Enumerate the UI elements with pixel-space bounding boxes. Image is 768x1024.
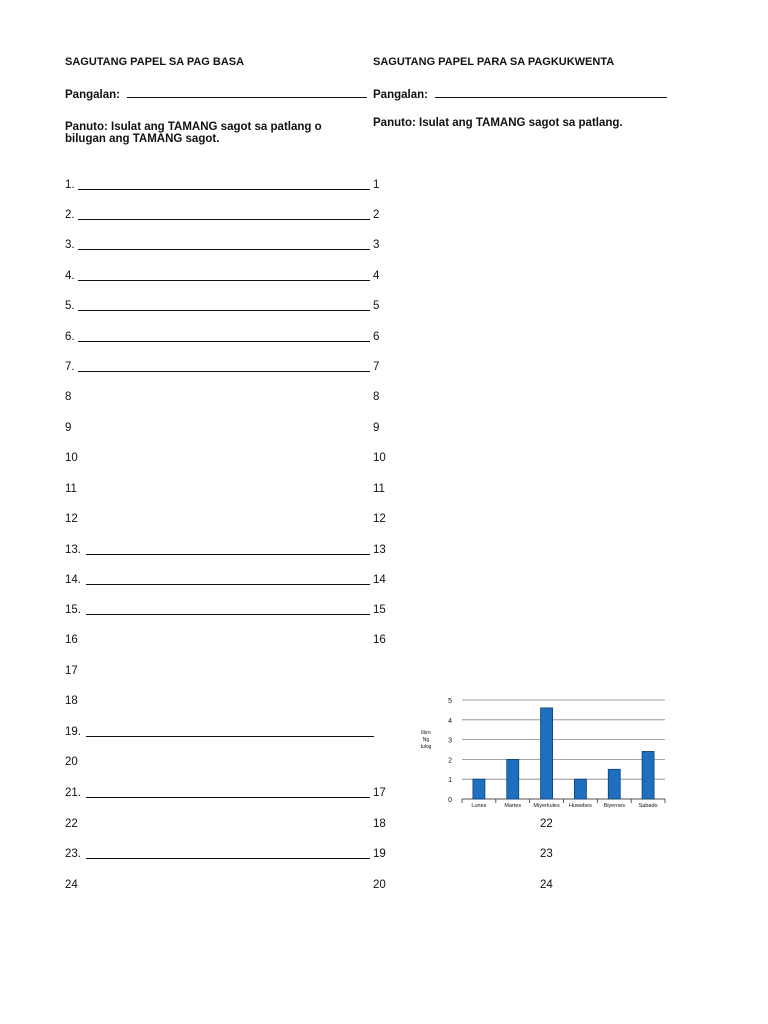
right-item-number: 11 [373,483,385,495]
chart-bar [507,759,519,799]
right-name-label: Pangalan: [373,89,428,101]
left-item-number: 16 [65,634,78,646]
left-item-number: 17 [65,665,78,677]
right-item-number: 9 [373,422,380,434]
answer-blank-line[interactable] [78,249,370,250]
right-item-number: 10 [373,452,386,464]
left-item-number: 19. [65,726,81,738]
left-item-number: 20 [65,756,78,768]
right-item-number: 6 [373,331,380,343]
chart-bar [473,779,485,799]
left-name-label: Pangalan: [65,89,120,101]
right-item-number: 19 [373,848,386,860]
right-item-number: 12 [373,513,386,525]
answer-blank-line[interactable] [78,341,370,342]
left-item-number: 14. [65,574,81,586]
left-item-number: 18 [65,695,78,707]
left-item-number: 3. [65,239,75,251]
answer-blank-line[interactable] [78,310,370,311]
left-name-field[interactable] [127,87,367,98]
left-item-number: 6. [65,331,75,343]
left-item-number: 21. [65,787,81,799]
chart-y-tick-label: 1 [448,777,452,785]
right-item-number: 14 [373,574,386,586]
chart-x-tick-label: Martes [504,803,522,809]
left-item-number: 9 [65,422,72,434]
left-item-number: 1. [65,179,75,191]
chart-bar [642,751,654,799]
right-item-number: 13 [373,544,386,556]
right-item-number: 3 [373,239,380,251]
chart-bar [541,708,553,799]
left-title: SAGUTANG PAPEL SA PAG BASA [65,56,245,68]
answer-blank-line[interactable] [78,189,370,190]
left-item-number: 10 [65,452,78,464]
answer-blank-line[interactable] [86,736,374,737]
answer-blank-line[interactable] [78,371,370,372]
right-extra-item-number: 24 [540,879,553,891]
chart-bar [608,769,620,799]
left-instruction-line2: bilugan ang TAMANG sagot. [65,133,220,145]
bar-chart [415,694,671,810]
chart-y-tick-label: 2 [448,757,452,765]
right-title: SAGUTANG PAPEL PARA SA PAGKUKWENTA [373,56,615,68]
left-item-number: 11 [65,483,77,495]
right-item-number: 5 [373,300,380,312]
left-item-number: 13. [65,544,81,556]
right-instruction: Panuto: Isulat ang TAMANG sagot sa patlang. [373,117,623,129]
chart-y-axis-label: Ng [422,737,430,743]
right-item-number: 4 [373,270,380,282]
chart-x-tick-label: Sabado [638,803,658,809]
answer-blank-line[interactable] [86,584,370,585]
chart-x-tick-label: Miyerkules [533,803,560,809]
left-name-row [65,87,367,101]
left-item-number: 22 [65,818,78,830]
right-item-number: 8 [373,391,380,403]
left-item-number: 15. [65,604,81,616]
right-item-number: 1 [373,179,380,191]
right-name-row [373,87,667,101]
left-item-number: 5. [65,300,75,312]
right-name-field[interactable] [435,87,667,98]
answer-blank-line[interactable] [86,797,370,798]
chart-y-tick-label: 5 [448,698,452,705]
left-item-number: 12 [65,513,78,525]
chart-bar [574,779,586,799]
right-item-number: 7 [373,361,380,373]
answer-blank-line[interactable] [86,554,370,555]
right-extra-item-number: 23 [540,848,553,860]
left-item-number: 8 [65,391,72,403]
left-item-number: 2. [65,209,75,221]
chart-x-tick-label: Lunes [471,803,487,809]
answer-blank-line[interactable] [86,858,370,859]
right-item-number: 16 [373,634,386,646]
answer-blank-line[interactable] [78,280,370,281]
right-extra-item-number: 22 [540,818,553,830]
left-item-number: 23. [65,848,81,860]
chart-y-tick-label: 4 [448,717,452,725]
left-instruction: Panuto: Isulat ang TAMANG sagot sa patlang o [65,121,322,133]
right-item-number: 18 [373,818,386,830]
left-item-number: 24 [65,879,78,891]
right-item-number: 2 [373,209,380,221]
answer-blank-line[interactable] [86,614,370,615]
right-item-number: 20 [373,879,386,891]
left-item-number: 4. [65,270,75,282]
right-item-number: 17 [373,787,386,799]
left-item-number: 7. [65,361,75,373]
chart-y-tick-label: 3 [448,737,452,745]
chart-y-axis-label: tulog [420,744,432,750]
answer-blank-line[interactable] [78,219,370,220]
chart-x-tick-label: Huwebes [568,803,592,809]
right-item-number: 15 [373,604,386,616]
chart-x-tick-label: Biyernes [603,803,625,809]
chart-y-axis-label: libro [421,730,431,736]
bar-chart-svg [415,694,671,810]
chart-y-tick-label: 0 [448,797,452,804]
